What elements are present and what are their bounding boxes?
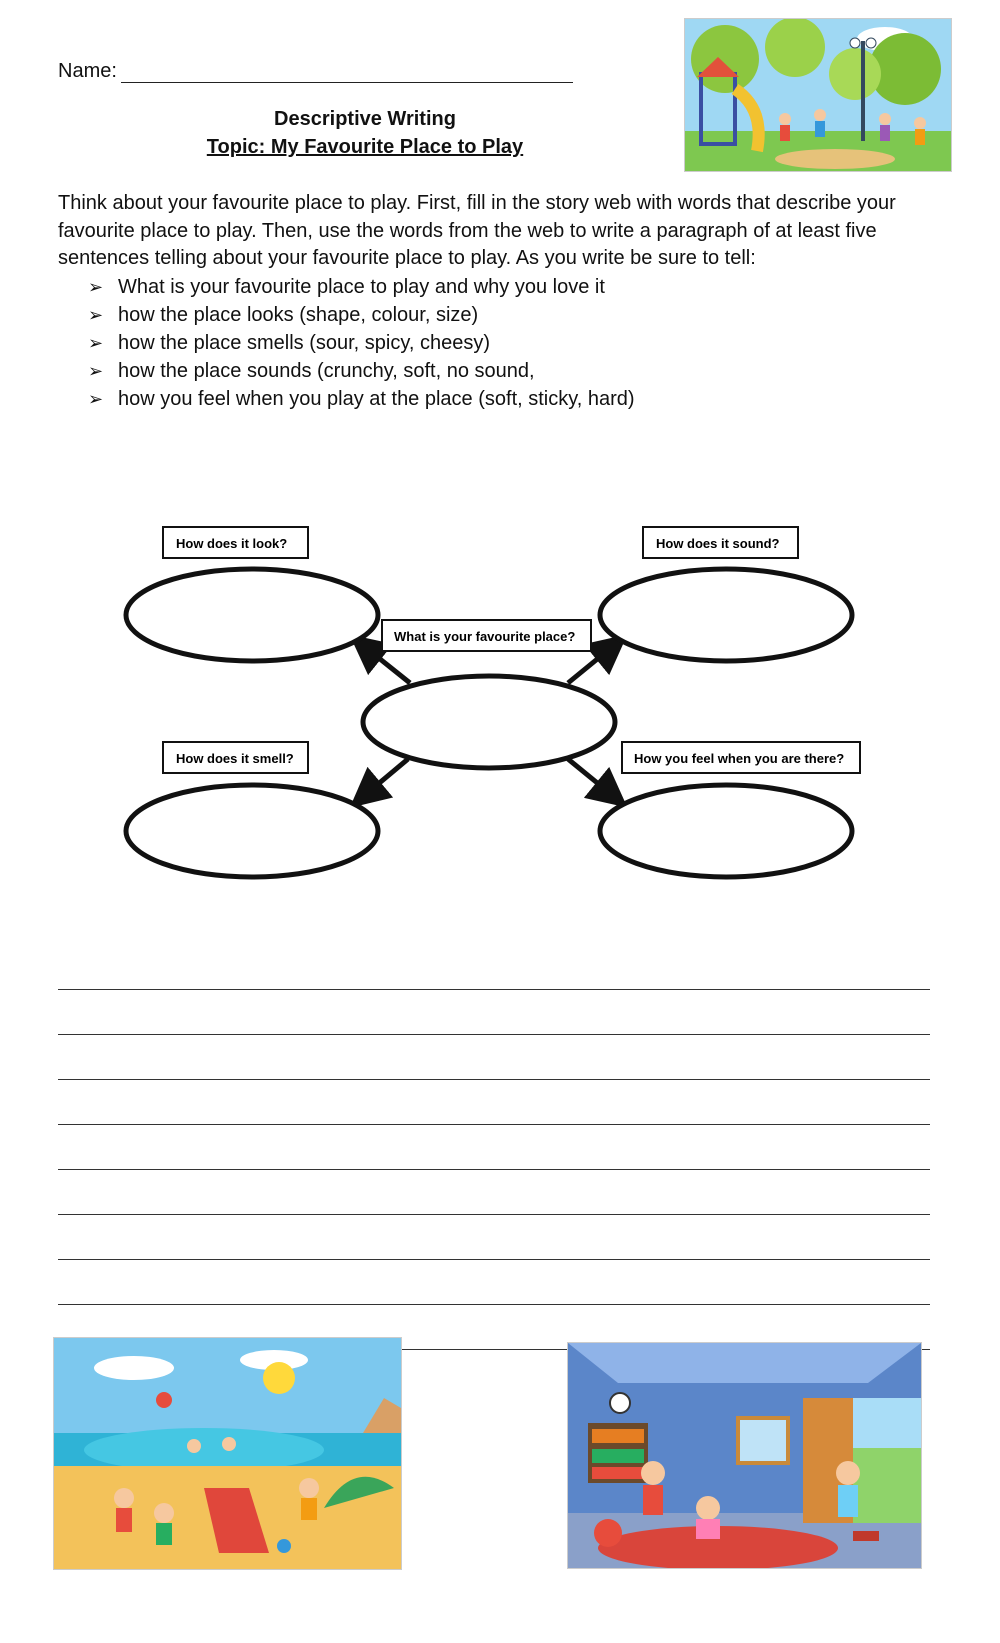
- list-item: [88, 385, 635, 413]
- list-item: [88, 357, 635, 385]
- sound-label-box: [643, 527, 798, 558]
- instructions-list: [88, 273, 635, 413]
- bullet-text: how the place smells (sour, spicy, cheesy): [118, 332, 491, 354]
- arrow-bullet-icon: ➢: [88, 333, 104, 353]
- smell-answer-oval[interactable]: [126, 785, 378, 877]
- playroom-illustration: [567, 1342, 922, 1569]
- bullet-text: What is your favourite place to play and why you love it: [118, 276, 605, 298]
- writing-line[interactable]: [58, 1125, 930, 1170]
- playground-illustration: [684, 18, 952, 172]
- instructions-paragraph: Think about your favourite place to play. First, fill in the story web with words that describe your favourite place to play. Then, use the words from the web to write a paragraph of at least five sentences telling about your favourite place to play. As you write be sure to tell:: [58, 192, 896, 269]
- story-web: [0, 510, 1000, 890]
- name-blank-line[interactable]: [121, 64, 573, 83]
- worksheet-topic: Topic: My Favourite Place to Play: [206, 136, 524, 158]
- writing-line[interactable]: [58, 1170, 930, 1215]
- center-label: What is your favourite place?: [394, 629, 576, 644]
- writing-line[interactable]: [58, 1260, 930, 1305]
- list-item: [88, 329, 635, 357]
- list-item: [88, 273, 635, 301]
- look-answer-oval[interactable]: [126, 569, 378, 661]
- center-label-box: [382, 620, 591, 651]
- list-item: [88, 301, 635, 329]
- look-label-box: [163, 527, 308, 558]
- sound-answer-oval[interactable]: [600, 569, 852, 661]
- bullet-text: how the place sounds (crunchy, soft, no sound,: [118, 360, 535, 382]
- beach-illustration: [53, 1337, 402, 1570]
- arrow-to-smell: [365, 759, 408, 795]
- look-label: How does it look?: [176, 536, 288, 551]
- sound-label: How does it sound?: [656, 536, 780, 551]
- worksheet-title: Descriptive Writing: [274, 108, 456, 130]
- bullet-text: how the place looks (shape, colour, size): [118, 304, 479, 326]
- feel-label-box: [622, 742, 860, 773]
- writing-line[interactable]: [58, 945, 930, 990]
- smell-label-box: [163, 742, 308, 773]
- arrow-bullet-icon: ➢: [88, 305, 104, 325]
- smell-label: How does it smell?: [176, 751, 294, 766]
- arrow-to-sound: [568, 647, 612, 683]
- arrow-bullet-icon: ➢: [88, 361, 104, 381]
- writing-line[interactable]: [58, 990, 930, 1035]
- name-field[interactable]: [58, 60, 573, 83]
- writing-lines[interactable]: [58, 945, 930, 1350]
- bullet-text: how you feel when you play at the place (soft, sticky, hard): [118, 388, 635, 410]
- feel-label: How you feel when you are there?: [634, 751, 845, 766]
- feel-answer-oval[interactable]: [600, 785, 852, 877]
- arrow-bullet-icon: ➢: [88, 277, 104, 297]
- writing-line[interactable]: [58, 1035, 930, 1080]
- writing-line[interactable]: [58, 1215, 930, 1260]
- name-label: Name:: [58, 60, 117, 82]
- arrow-bullet-icon: ➢: [88, 389, 104, 409]
- arrow-to-look: [365, 647, 410, 683]
- writing-line[interactable]: [58, 1080, 930, 1125]
- arrow-to-feel: [568, 759, 612, 795]
- favourite-place-answer-oval[interactable]: [363, 676, 615, 768]
